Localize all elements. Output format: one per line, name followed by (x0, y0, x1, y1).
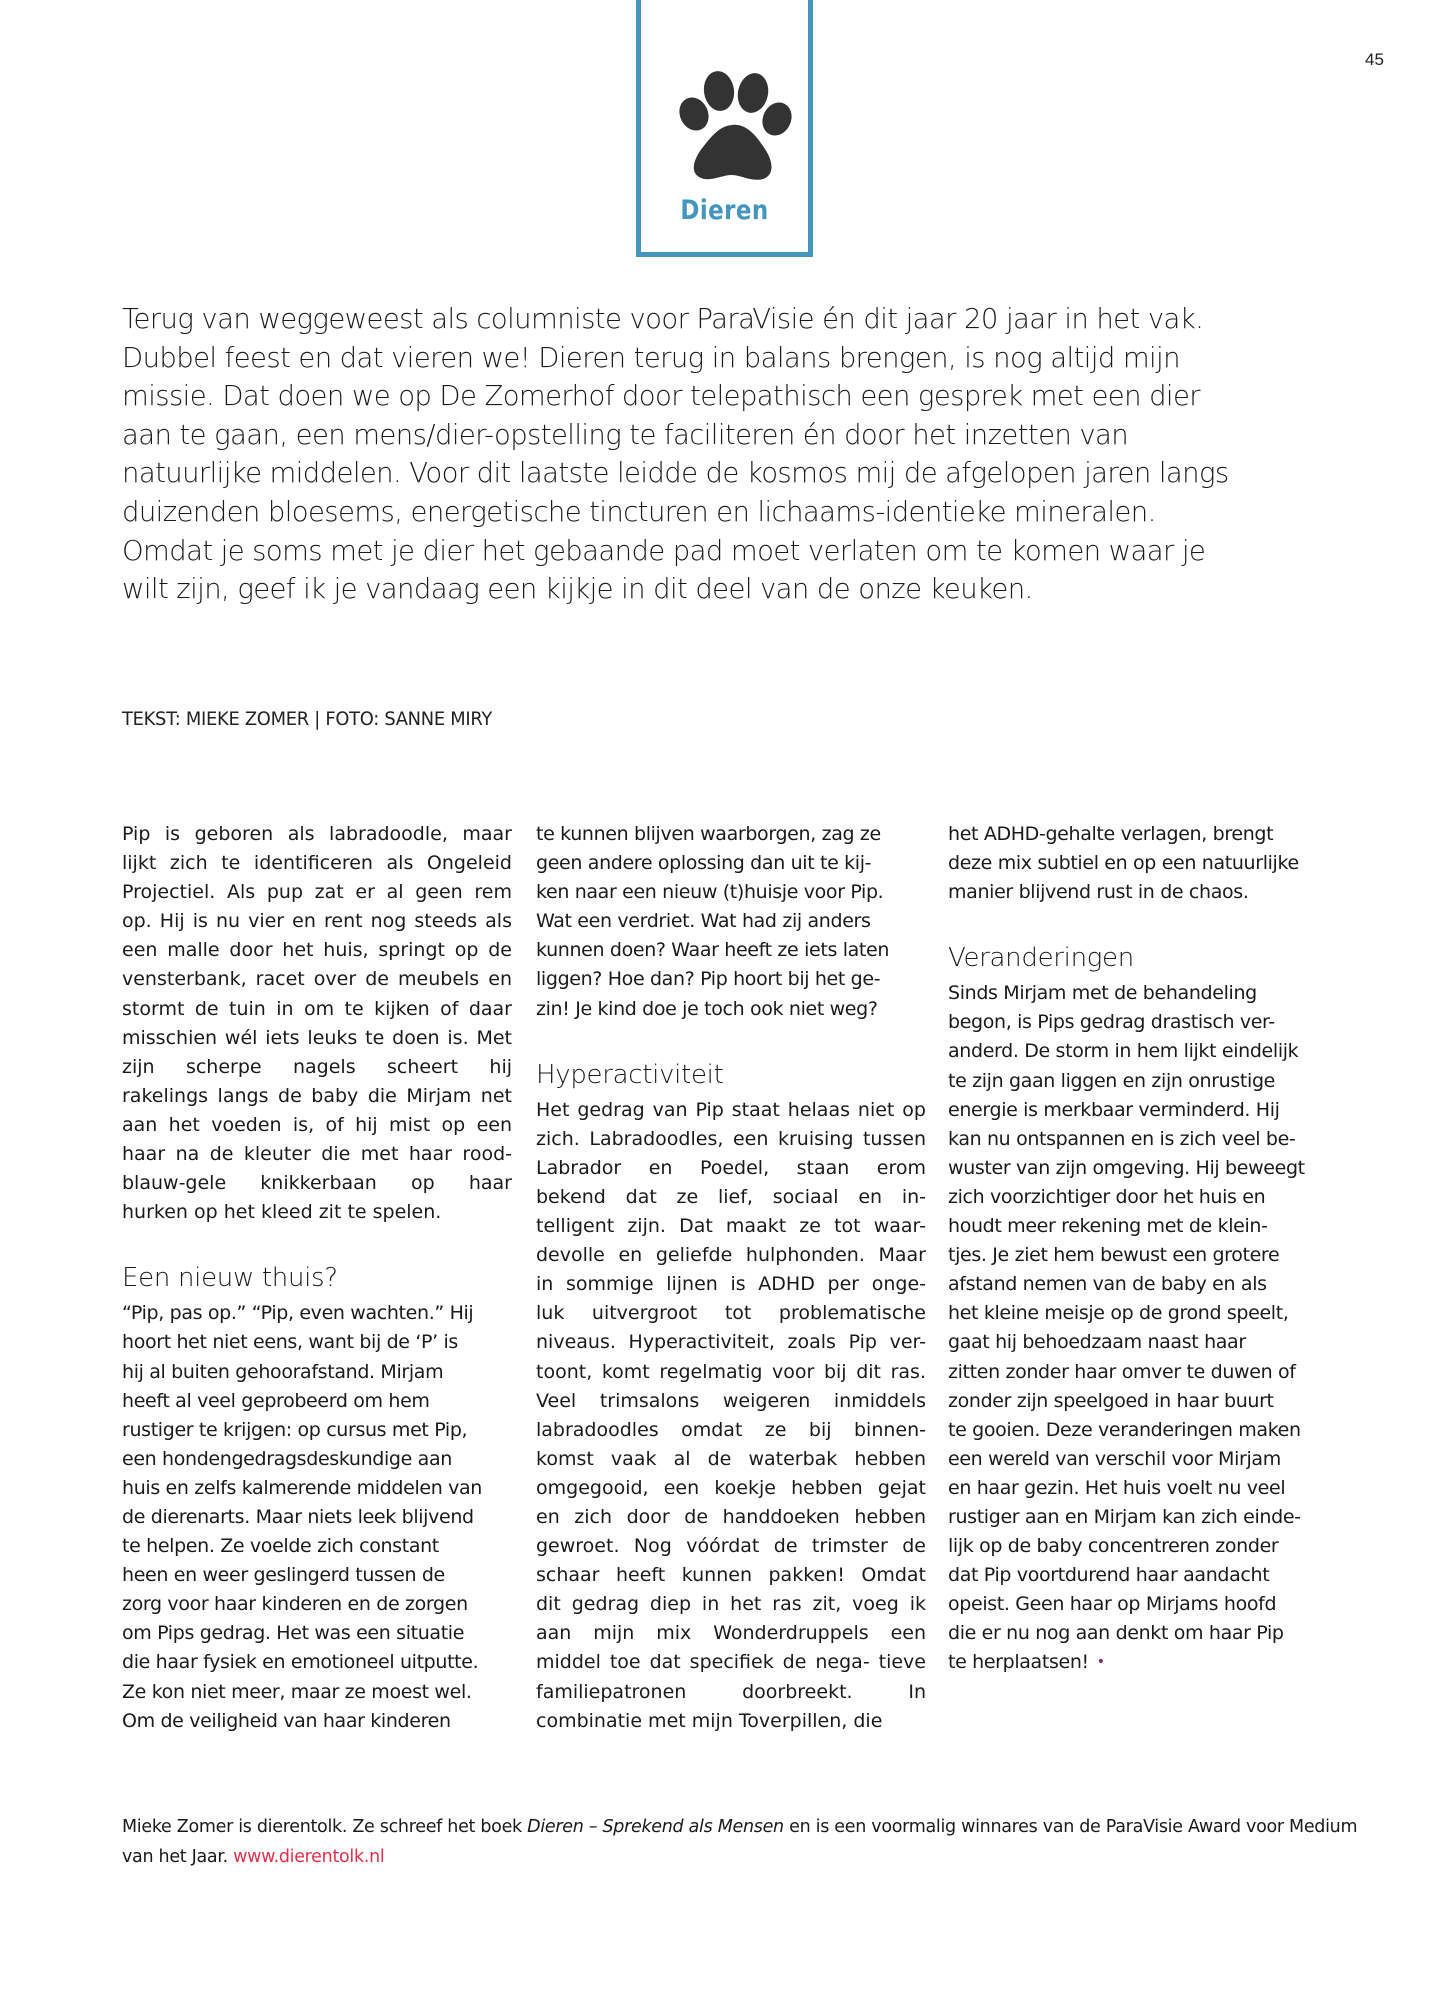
text-line: afstand nemen van de baby en als (948, 1273, 1267, 1296)
text-line: lijk op de baby concentreren zonder (948, 1535, 1279, 1558)
bio-text: en is een voormalig winnares van de ParaVisie Award voor Medium van het Jaar. (122, 1817, 1358, 1867)
text-line: hij al buiten gehoorafstand. Mirjam (122, 1360, 444, 1383)
text-line: “Pip, pas op.” “Pip, even wachten.” Hij (122, 1302, 474, 1325)
text-line: aan mijn mix Wonderdruppels een (536, 1622, 926, 1645)
text-line-content: te herplaatsen! (948, 1651, 1089, 1674)
paragraph (536, 820, 926, 1024)
text-line: een wereld van verschil voor Mirjam (948, 1447, 1281, 1470)
text-line: devolle en geliefde hulphonden. Maar (536, 1244, 926, 1267)
text-line: een malle door het huis, springt op de (122, 939, 512, 962)
paragraph (948, 979, 1338, 1677)
website-link[interactable]: www.dierentolk.nl (233, 1847, 385, 1867)
text-line: Labrador en Poedel, staan erom (536, 1156, 926, 1179)
text-line: combinatie met mijn Toverpillen, die (536, 1709, 883, 1732)
text-line: gewroet. Nog vóórdat de trimster de (536, 1535, 926, 1558)
text-line: komst vaak al de waterbak hebben (536, 1447, 926, 1470)
text-line: ken naar een nieuw (t)huisje voor Pip. (536, 881, 884, 904)
text-line: te gooien. Deze veranderingen maken (948, 1418, 1301, 1441)
text-line: deze mix subtiel en op een natuurlijke (948, 852, 1299, 875)
paragraph (122, 820, 512, 1227)
intro-line: Terug van weggeweest als columniste voor ParaVisie én dit jaar 20 jaar in het vak. (122, 303, 1204, 335)
text-line: Veel trimsalons weigeren inmiddels (536, 1389, 926, 1412)
text-line: te kunnen blijven waarborgen, zag ze (536, 823, 881, 845)
text-line: huis en zelfs kalmerende middelen van (122, 1476, 482, 1499)
text-line: heen en weer geslingerd tussen de (122, 1564, 445, 1587)
paragraph (122, 1299, 512, 1735)
text-line (948, 1648, 1338, 1677)
text-line: Het gedrag van Pip staat helaas niet op (536, 1098, 926, 1121)
text-line: lijkt zich te identificeren als Ongeleid (122, 852, 512, 875)
text-line: zorg voor haar kinderen en de zorgen (122, 1593, 468, 1616)
text-line: niveaus. Hyperactiviteit, zoals Pip ver- (536, 1331, 926, 1354)
text-line: opeist. Geen haar op Mirjams hoofd (948, 1593, 1277, 1616)
text-line: zonder zijn speelgoed in haar buurt (948, 1389, 1274, 1412)
text-line: wuster van zijn omgeving. Hij beweegt (948, 1156, 1305, 1179)
paragraph (536, 1096, 926, 1736)
text-line: heeft al veel geprobeerd om hem (122, 1389, 430, 1412)
intro-line: aan te gaan, een mens/dier-opstelling te faciliteren én door het inzetten van (122, 418, 1129, 451)
book-title: Dieren – Sprekend als Mensen (527, 1817, 784, 1837)
end-of-article-mark: • (1096, 1654, 1105, 1671)
text-line: het ADHD-gehalte verlagen, brengt (948, 823, 1274, 845)
paw-icon (677, 71, 795, 183)
text-line: rustiger te krijgen: op cursus met Pip, (122, 1418, 468, 1441)
intro-line: wilt zijn, geef ik je vandaag een kijkje in dit deel van de onze keuken. (122, 573, 1033, 606)
section-heading: Veranderingen (948, 943, 1134, 974)
text-line: haar na de kleuter die met haar rood- (122, 1143, 512, 1166)
text-line: tjes. Je ziet hem bewust een grotere (948, 1244, 1280, 1267)
text-line: omgegooid, een koekje hebben gejat (536, 1476, 926, 1499)
text-line: labradoodles omdat ze bij binnen- (536, 1418, 926, 1441)
text-line: zitten zonder haar omver te duwen of (948, 1360, 1296, 1383)
text-line: dat Pip voortdurend haar aandacht (948, 1564, 1270, 1587)
text-line: zijn scherpe nagels scheert hij (122, 1055, 512, 1078)
text-line: die er nu nog aan denkt om haar Pip (948, 1622, 1284, 1645)
text-line: Projectiel. Als pup zat er al geen rem (122, 881, 512, 904)
text-line: te zijn gaan liggen en zijn onrustige (948, 1069, 1276, 1092)
text-line: gaat hij behoedzaam naast haar (948, 1331, 1246, 1354)
section-heading: Een nieuw thuis? (122, 1263, 338, 1294)
text-line: Wat een verdriet. Wat had zij anders (536, 910, 871, 933)
intro-line: Omdat je soms met je dier het gebaande pad moet verlaten om te komen waar je (122, 534, 1206, 567)
intro-line: Dubbel feest en dat vieren we! Dieren terug in balans brengen, is nog altijd mijn (122, 341, 1180, 374)
category-badge (636, 0, 813, 257)
text-line: anderd. De storm in hem lijkt eindelijk (948, 1040, 1299, 1063)
text-line: houdt meer rekening met de klein- (948, 1215, 1268, 1238)
text-line: hoort het niet eens, want bij de ‘P’ is (122, 1331, 458, 1354)
article-column-3 (948, 820, 1338, 1678)
text-line: begon, is Pips gedrag drastisch ver- (948, 1011, 1275, 1034)
text-line: dit gedrag diep in het ras zit, voeg ik (536, 1593, 926, 1616)
text-line: Om de veiligheid van haar kinderen (122, 1709, 451, 1732)
article-column-1 (122, 820, 512, 1736)
intro-line: duizenden bloesems, energetische tincturen en lichaams-identieke mineralen. (122, 495, 1156, 528)
text-line: rustiger aan en Mirjam kan zich einde- (948, 1505, 1301, 1528)
text-line: energie is merkbaar verminderd. Hij (948, 1098, 1280, 1121)
text-line: zich voorzichtiger door het huis en (948, 1185, 1266, 1208)
text-line: familiepatronen doorbreekt. In (536, 1680, 926, 1703)
text-line: zin! Je kind doe je toch ook niet weg? (536, 997, 878, 1020)
paragraph (948, 820, 1338, 907)
text-line: toont, komt regelmatig voor bij dit ras. (536, 1360, 926, 1383)
text-line: liggen? Hoe dan? Pip hoort bij het ge- (536, 968, 881, 991)
text-line: Pip is geboren als labradoodle, maar (122, 823, 512, 845)
text-line: die haar fysiek en emotioneel uitputte. (122, 1651, 479, 1674)
text-line: en zich door de handdoeken hebben (536, 1505, 926, 1528)
intro-lead (122, 300, 1372, 609)
text-line: een hondengedragsdeskundige aan (122, 1447, 452, 1470)
text-line: de dierenarts. Maar niets leek blijvend (122, 1505, 474, 1528)
text-line: Sinds Mirjam met de behandeling (948, 982, 1257, 1005)
text-line: manier blijvend rust in de chaos. (948, 881, 1249, 904)
text-line: telligent zijn. Dat maakt ze tot waar- (536, 1215, 926, 1238)
text-line: stormt de tuin in om te kijken of daar (122, 997, 512, 1020)
intro-line: missie. Dat doen we op De Zomerhof door telepathisch een gesprek met een dier (122, 380, 1200, 413)
article-column-2 (536, 820, 926, 1736)
text-line: hurken op het kleed zit te spelen. (122, 1201, 442, 1224)
category-label: Dieren (680, 195, 769, 226)
text-line: kunnen doen? Waar heeft ze iets laten (536, 939, 890, 962)
intro-line: natuurlijke middelen. Voor dit laatste leidde de kosmos mij de afgelopen jaren langs (122, 457, 1229, 490)
text-line: blauw-gele knikkerbaan op haar (122, 1172, 512, 1195)
text-line: rakelings langs de baby die Mirjam net (122, 1084, 512, 1107)
author-bio (122, 1812, 1362, 1872)
text-line: schaar heeft kunnen pakken! Omdat (536, 1564, 926, 1587)
text-line: misschien wél iets leuks te doen is. Met (122, 1026, 512, 1049)
text-line: bekend dat ze lief, sociaal en in- (536, 1185, 926, 1208)
section-heading: Hyperactiviteit (536, 1059, 724, 1090)
text-line: vensterbank, racet over de meubels en (122, 968, 512, 991)
text-line: het kleine meisje op de grond speelt, (948, 1302, 1289, 1325)
text-line: kan nu ontspannen en is zich veel be- (948, 1127, 1296, 1150)
text-line: om Pips gedrag. Het was een situatie (122, 1622, 465, 1645)
credits: TEKST: MIEKE ZOMER | FOTO: SANNE MIRY (122, 708, 492, 730)
text-line: zich. Labradoodles, een kruising tussen (536, 1127, 926, 1150)
text-line: Ze kon niet meer, maar ze moest wel. (122, 1680, 472, 1703)
bio-text: Mieke Zomer is dierentolk. Ze schreef het boek (122, 1817, 528, 1837)
text-line: in sommige lijnen is ADHD per onge- (536, 1273, 926, 1296)
text-line: en haar gezin. Het huis voelt nu veel (948, 1476, 1286, 1499)
text-line: luk uitvergroot tot problematische (536, 1302, 926, 1325)
page-number: 45 (1365, 50, 1384, 69)
text-line: op. Hij is nu vier en rent nog steeds als (122, 910, 512, 933)
text-line: te helpen. Ze voelde zich constant (122, 1535, 439, 1558)
text-line: aan het voeden is, of hij mist op een (122, 1113, 512, 1136)
text-line: geen andere oplossing dan uit te kij- (536, 852, 872, 875)
text-line: middel toe dat specifiek de nega- tieve (536, 1651, 926, 1674)
